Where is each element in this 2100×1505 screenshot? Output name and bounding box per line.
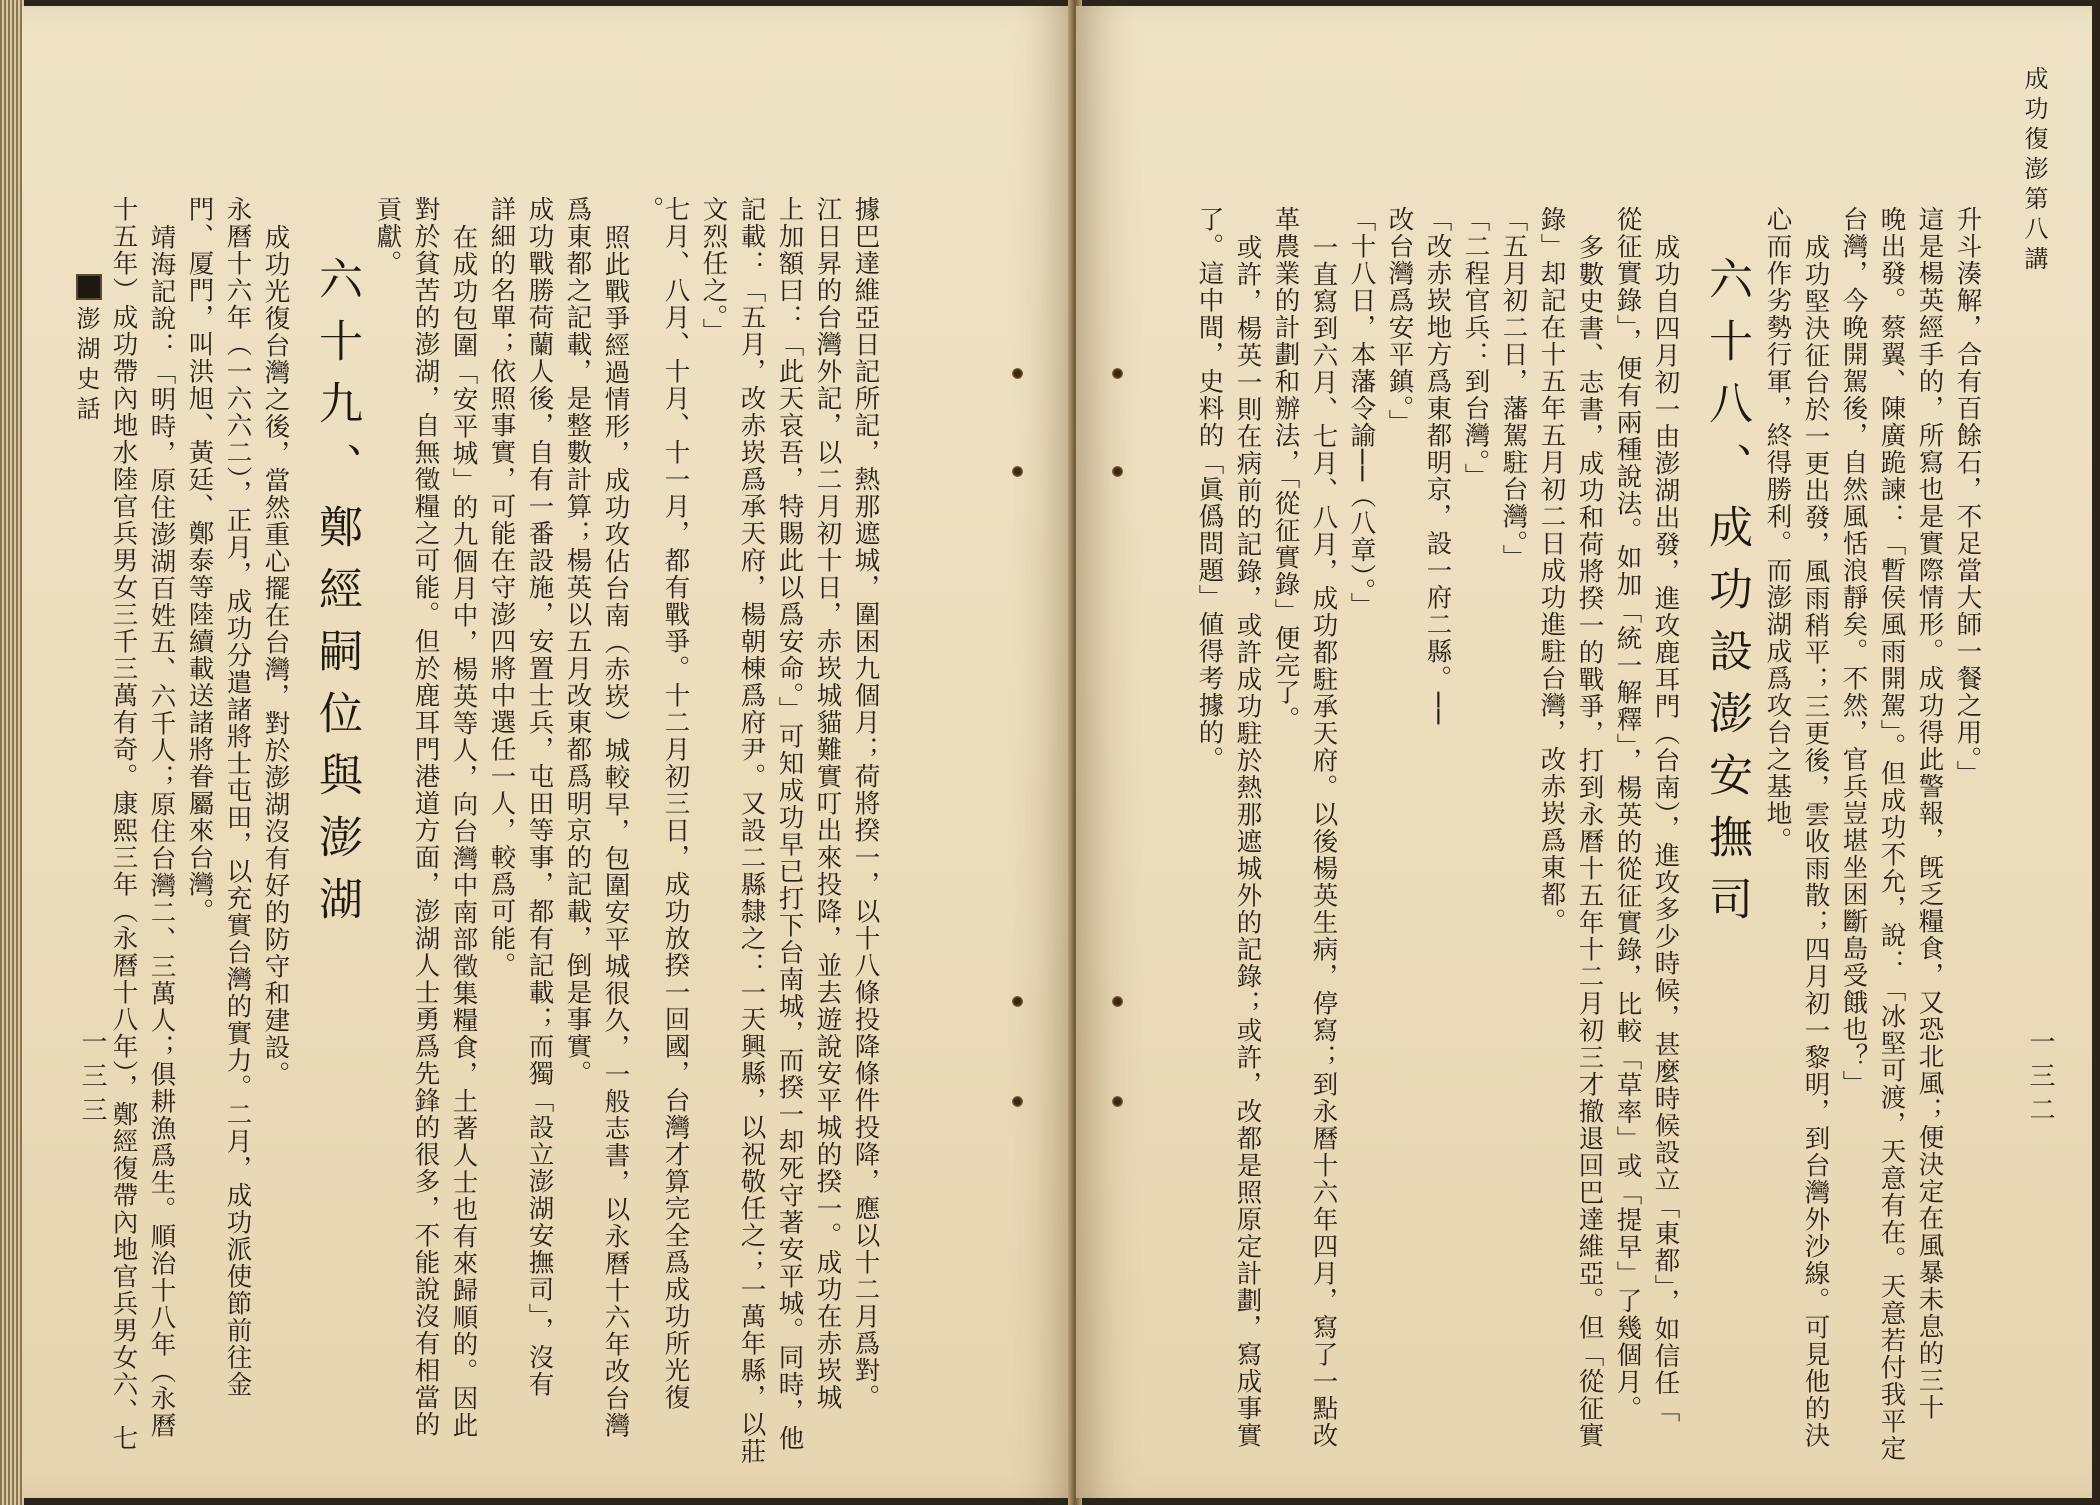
right-col-6: 心而作劣勢行軍，終得勝利。而澎湖成爲攻台之基地。 bbox=[1762, 206, 1793, 854]
left-col-16: 成功光復台灣之後，當然重心擺在台灣，對於澎湖沒有好的防守和建設。 bbox=[260, 224, 291, 1088]
page-number-left: 一三三 bbox=[77, 1028, 107, 1130]
section-heading-68: 六十八、成功設澎安撫司 bbox=[1701, 256, 1752, 938]
left-col-8: 照此戰爭經過情形，成功攻佔台南（赤崁）城較早，包圍安平城很久，一般志書，以永曆十六年改台灣 bbox=[600, 224, 631, 1439]
right-col-19: 或許，楊英一則在病前的記錄，或許成功駐於熱那遮城外的記錄；或許，改都是照原定計劃，寫成事實 bbox=[1232, 234, 1263, 1449]
right-col-16: 「十八日，本藩令諭──（八章）。」 bbox=[1346, 206, 1377, 620]
stitch-hole bbox=[1112, 1096, 1123, 1107]
running-head-right: 成功復澎第八講 bbox=[2020, 66, 2048, 276]
right-col-3: 晚出發。蔡翼、陳廣跪諫：「暫侯風雨開駕」。但成功不允，說：「冰堅可渡，天意有在。天意若付我平定 bbox=[1876, 206, 1907, 1463]
left-col-19: 靖海記說：「明時，原住澎湖百姓五、六千人；原住台灣二、三萬人；俱耕漁爲生。順治十八年（永曆 bbox=[146, 224, 177, 1439]
right-col-17: 一直寫到六月、七月、八月，成功都駐承天府。以後楊英生病，停寫；到永曆十六年四月，寫了一點改 bbox=[1308, 234, 1339, 1449]
running-head-left: 澎湖史話 bbox=[72, 306, 100, 426]
right-col-11: 錄」却記在十五年五月初二日成功進駐台灣，改赤崁爲東都。 bbox=[1536, 206, 1567, 935]
left-col-12: 在成功包圍「安平城」的九個月中，楊英等人，向台灣中南部徵集糧食，土著人士也有來歸順的。因此 bbox=[448, 224, 479, 1439]
left-col-3: 上加額曰：「此天哀吾，特賜此以爲安命。」可知成功早已打下台南城，而揆一却死守著安平城。同時，他 bbox=[774, 196, 805, 1453]
left-col-5: 文烈任之。」 bbox=[698, 196, 729, 346]
left-col-20: 十五年）成功帶內地水陸官兵男女三千三萬有奇。康熙三年（永曆十八年），鄭經復帶內地官兵男女六、七 bbox=[108, 196, 139, 1453]
left-col-11: 詳細的名單；依照事實，可能在守澎四將中選任一人，較爲可能。 bbox=[486, 196, 517, 979]
right-col-4: 台灣，今晚開駕後，自然風恬浪靜矣。不然，官兵豈堪坐困斷島受餓也？」 bbox=[1838, 206, 1869, 1097]
stitch-hole bbox=[1012, 996, 1023, 1007]
left-col-9: 爲東都之記載，是整數計算；楊英以五月改東都爲明京的記載，倒是事實。 bbox=[562, 196, 593, 1087]
left-col-4: 記載：「五月，改赤崁爲承天府，楊朝棟爲府尹。又設二縣隸之：一天興縣，以祝敬任之；一萬年縣，以莊 bbox=[736, 196, 767, 1465]
stitch-hole bbox=[1112, 466, 1123, 477]
right-col-10: 多數史書、志書，成功和荷將揆一的戰爭，打到永曆十五年十二月初三才撤退回巴達維亞。但「從征實 bbox=[1574, 234, 1605, 1449]
right-col-9: 從征實錄」，便有兩種說法。如加「統一解釋」，楊英的從征實錄，比較「草率」或「提早」了幾個月。 bbox=[1612, 206, 1643, 1423]
left-col-10: 成功戰勝荷蘭人後，自有一番設施，安置士兵，屯田等事，都有記載；而獨「設立澎湖安撫司」，沒有 bbox=[524, 196, 555, 1399]
right-col-20: 了。這中間，史料的「眞僞問題」値得考據的。 bbox=[1194, 206, 1225, 773]
left-col-7: 。 bbox=[634, 196, 665, 223]
left-col-6: 七月、八月、十月、十一月，都有戰爭。十二月初三日，成功放揆一回國，台灣才算完全爲成功所光復 bbox=[660, 196, 691, 1411]
stitch-hole bbox=[1012, 1096, 1023, 1107]
stitch-hole bbox=[1012, 368, 1023, 379]
stitch-hole bbox=[1012, 466, 1023, 477]
right-col-12: 「五月初二日，藩駕駐台灣。」 bbox=[1498, 206, 1529, 572]
right-col-14: 「改赤崁地方爲東都明京，設一府二縣。── bbox=[1422, 206, 1453, 726]
ornament-mark bbox=[76, 274, 102, 300]
page-number-right: 一三二 bbox=[2025, 1028, 2055, 1130]
right-col-5: 成功堅決征台於一更出發，風雨稍平；三更後，雲收雨散；四月初一黎明，到台灣外沙線。可見他的決 bbox=[1800, 234, 1831, 1449]
right-col-18: 革農業的計劃和辦法，「從征實錄」便完了。 bbox=[1270, 206, 1301, 734]
left-col-13: 對於貧苦的澎湖，自無徵糧之可能。但於鹿耳門港道方面，澎湖人士勇爲先鋒的很多，不能說沒有相當的 bbox=[410, 196, 441, 1438]
right-page bbox=[1076, 6, 2092, 1498]
left-col-18: 門、厦門，叫洪旭、黃廷、鄭泰等陸續載送諸將眷屬來台灣。 bbox=[184, 196, 215, 925]
left-col-17: 永曆十六年（一六六二），正月，成功分遣諸將士屯田，以充實台灣的實力。二月，成功派使節前往金 bbox=[222, 196, 253, 1399]
left-col-14: 貢獻。 bbox=[372, 196, 403, 277]
section-heading-69: 六十九、鄭經嗣位與澎湖 bbox=[311, 256, 362, 938]
right-col-15: 改台灣爲安平鎮。」 bbox=[1384, 206, 1415, 437]
right-col-8: 成功自四月初一由澎湖出發，進攻鹿耳門（台南），進攻多少時候，甚麼時候設立「東都」，如信任「 bbox=[1650, 234, 1681, 1424]
stitch-hole bbox=[1112, 368, 1123, 379]
left-col-1: 據巴達維亞日記所記，熱那遮城，圍困九個月；荷將揆一，以十八條投降條件投降，應以十二月爲對。 bbox=[850, 196, 881, 1411]
right-col-2: 這是楊英經手的，所寫也是實際情形。成功得此警報，旣乏糧食，又恐北風；便決定在風暴未息的三十 bbox=[1914, 206, 1945, 1421]
left-page bbox=[22, 6, 1074, 1498]
page-edges bbox=[0, 0, 24, 1505]
right-col-13: 「二程官兵：到台灣。」 bbox=[1460, 206, 1491, 491]
stitch-hole bbox=[1112, 996, 1123, 1007]
right-col-1: 升斗湊解，合有百餘石，不足當大師一餐之用。」 bbox=[1952, 206, 1983, 788]
left-col-2: 江日昇的台灣外記，以二月初十日，赤崁城貓難實叮出來投降，並去遊說安平城的揆一。成功在赤崁城 bbox=[812, 196, 843, 1411]
